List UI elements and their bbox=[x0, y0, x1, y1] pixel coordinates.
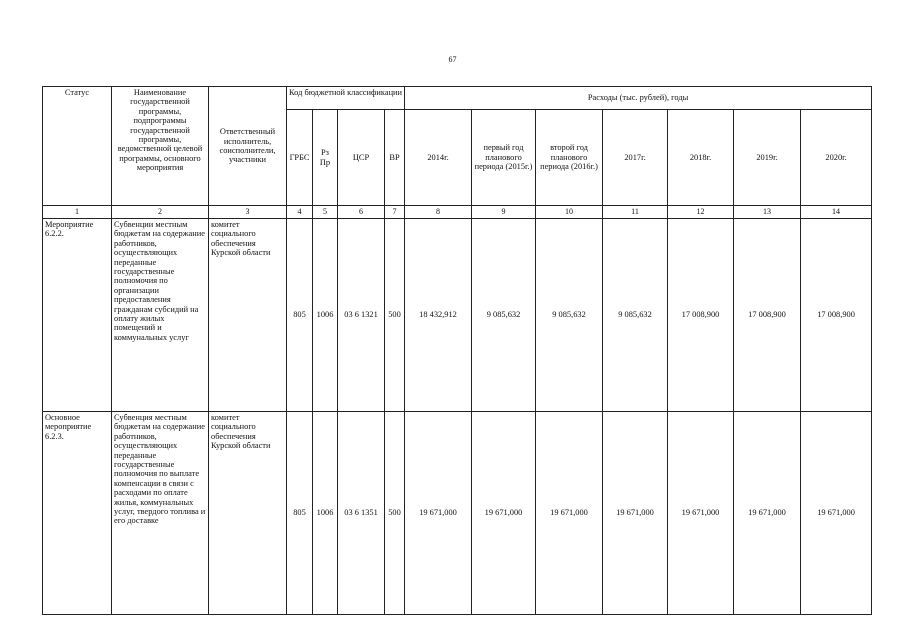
row-value-2018: 17 008,900 bbox=[668, 219, 734, 412]
row-grbs: 805 bbox=[287, 219, 313, 412]
header-year-2015: первый год планового периода (2015г.) bbox=[472, 110, 536, 206]
header-name: Наименование государственной программы, подпрограммы государственной программы, ведомственной целевой программы, основного мероприятия bbox=[112, 87, 209, 206]
row-executor: комитет социального обеспечения Курской области bbox=[209, 412, 287, 615]
column-number: 7 bbox=[385, 206, 405, 219]
column-number: 6 bbox=[338, 206, 385, 219]
column-number: 9 bbox=[472, 206, 536, 219]
row-vr: 500 bbox=[385, 412, 405, 615]
header-status: Статус bbox=[43, 87, 112, 206]
row-value-2014: 18 432,912 bbox=[405, 219, 472, 412]
header-year-2017: 2017г. bbox=[603, 110, 668, 206]
row-value-2016: 19 671,000 bbox=[536, 412, 603, 615]
header-year-2014: 2014г. bbox=[405, 110, 472, 206]
column-number: 13 bbox=[734, 206, 801, 219]
header-rzpr: Рз Пр bbox=[313, 110, 338, 206]
column-number: 11 bbox=[603, 206, 668, 219]
row-csr: 03 6 1351 bbox=[338, 412, 385, 615]
page-number: 67 bbox=[448, 55, 457, 64]
row-value-2016: 9 085,632 bbox=[536, 219, 603, 412]
row-rzpr: 1006 bbox=[313, 219, 338, 412]
column-number: 12 bbox=[668, 206, 734, 219]
column-number: 2 bbox=[112, 206, 209, 219]
row-vr: 500 bbox=[385, 219, 405, 412]
table-row bbox=[43, 412, 872, 615]
row-value-2020: 17 008,900 bbox=[801, 219, 872, 412]
row-value-2017: 19 671,000 bbox=[603, 412, 668, 615]
column-number: 5 bbox=[313, 206, 338, 219]
header-grbs: ГРБС bbox=[287, 110, 313, 206]
header-csr: ЦСР bbox=[338, 110, 385, 206]
column-number: 3 bbox=[209, 206, 287, 219]
row-grbs: 805 bbox=[287, 412, 313, 615]
table-row bbox=[43, 219, 872, 412]
header-expenses: Расходы (тыс. рублей), годы bbox=[405, 87, 872, 110]
row-status: Мероприятие 6.2.2. bbox=[43, 219, 112, 412]
row-executor: комитет социального обеспечения Курской области bbox=[209, 219, 287, 412]
header-vr: ВР bbox=[385, 110, 405, 206]
header-year-2020: 2020г. bbox=[801, 110, 872, 206]
row-value-2014: 19 671,000 bbox=[405, 412, 472, 615]
row-value-2018: 19 671,000 bbox=[668, 412, 734, 615]
row-name: Субвенции местным бюджетам на содержание работников, осуществляющих переданные государственные полномочия по организации предоставления гражданам субсидий на оплату жилых помещений и коммунальных услуг bbox=[112, 219, 209, 412]
header-executor: Ответственный исполнитель, соисполнители, участники bbox=[209, 87, 287, 206]
budget-table bbox=[42, 86, 872, 615]
row-name: Субвенция местным бюджетам на содержание работников, осуществляющих переданные государственные полномочия по выплате компенсации в связи с расходами по оплате жилья, коммунальных услуг, твердого топлива и его доставке bbox=[112, 412, 209, 615]
row-csr: 03 6 1321 bbox=[338, 219, 385, 412]
header-year-2016: второй год планового периода (2016г.) bbox=[536, 110, 603, 206]
row-rzpr: 1006 bbox=[313, 412, 338, 615]
row-value-2020: 19 671,000 bbox=[801, 412, 872, 615]
column-number: 14 bbox=[801, 206, 872, 219]
column-number: 8 bbox=[405, 206, 472, 219]
header-year-2019: 2019г. bbox=[734, 110, 801, 206]
column-number: 1 bbox=[43, 206, 112, 219]
header-year-2018: 2018г. bbox=[668, 110, 734, 206]
row-value-2015: 9 085,632 bbox=[472, 219, 536, 412]
column-number: 10 bbox=[536, 206, 603, 219]
header-budget-code: Код бюджетной классификации bbox=[287, 87, 405, 110]
row-value-2015: 19 671,000 bbox=[472, 412, 536, 615]
row-status: Основное мероприятие 6.2.3. bbox=[43, 412, 112, 615]
row-value-2019: 19 671,000 bbox=[734, 412, 801, 615]
column-number-row bbox=[43, 206, 872, 219]
row-value-2019: 17 008,900 bbox=[734, 219, 801, 412]
column-number: 4 bbox=[287, 206, 313, 219]
row-value-2017: 9 085,632 bbox=[603, 219, 668, 412]
